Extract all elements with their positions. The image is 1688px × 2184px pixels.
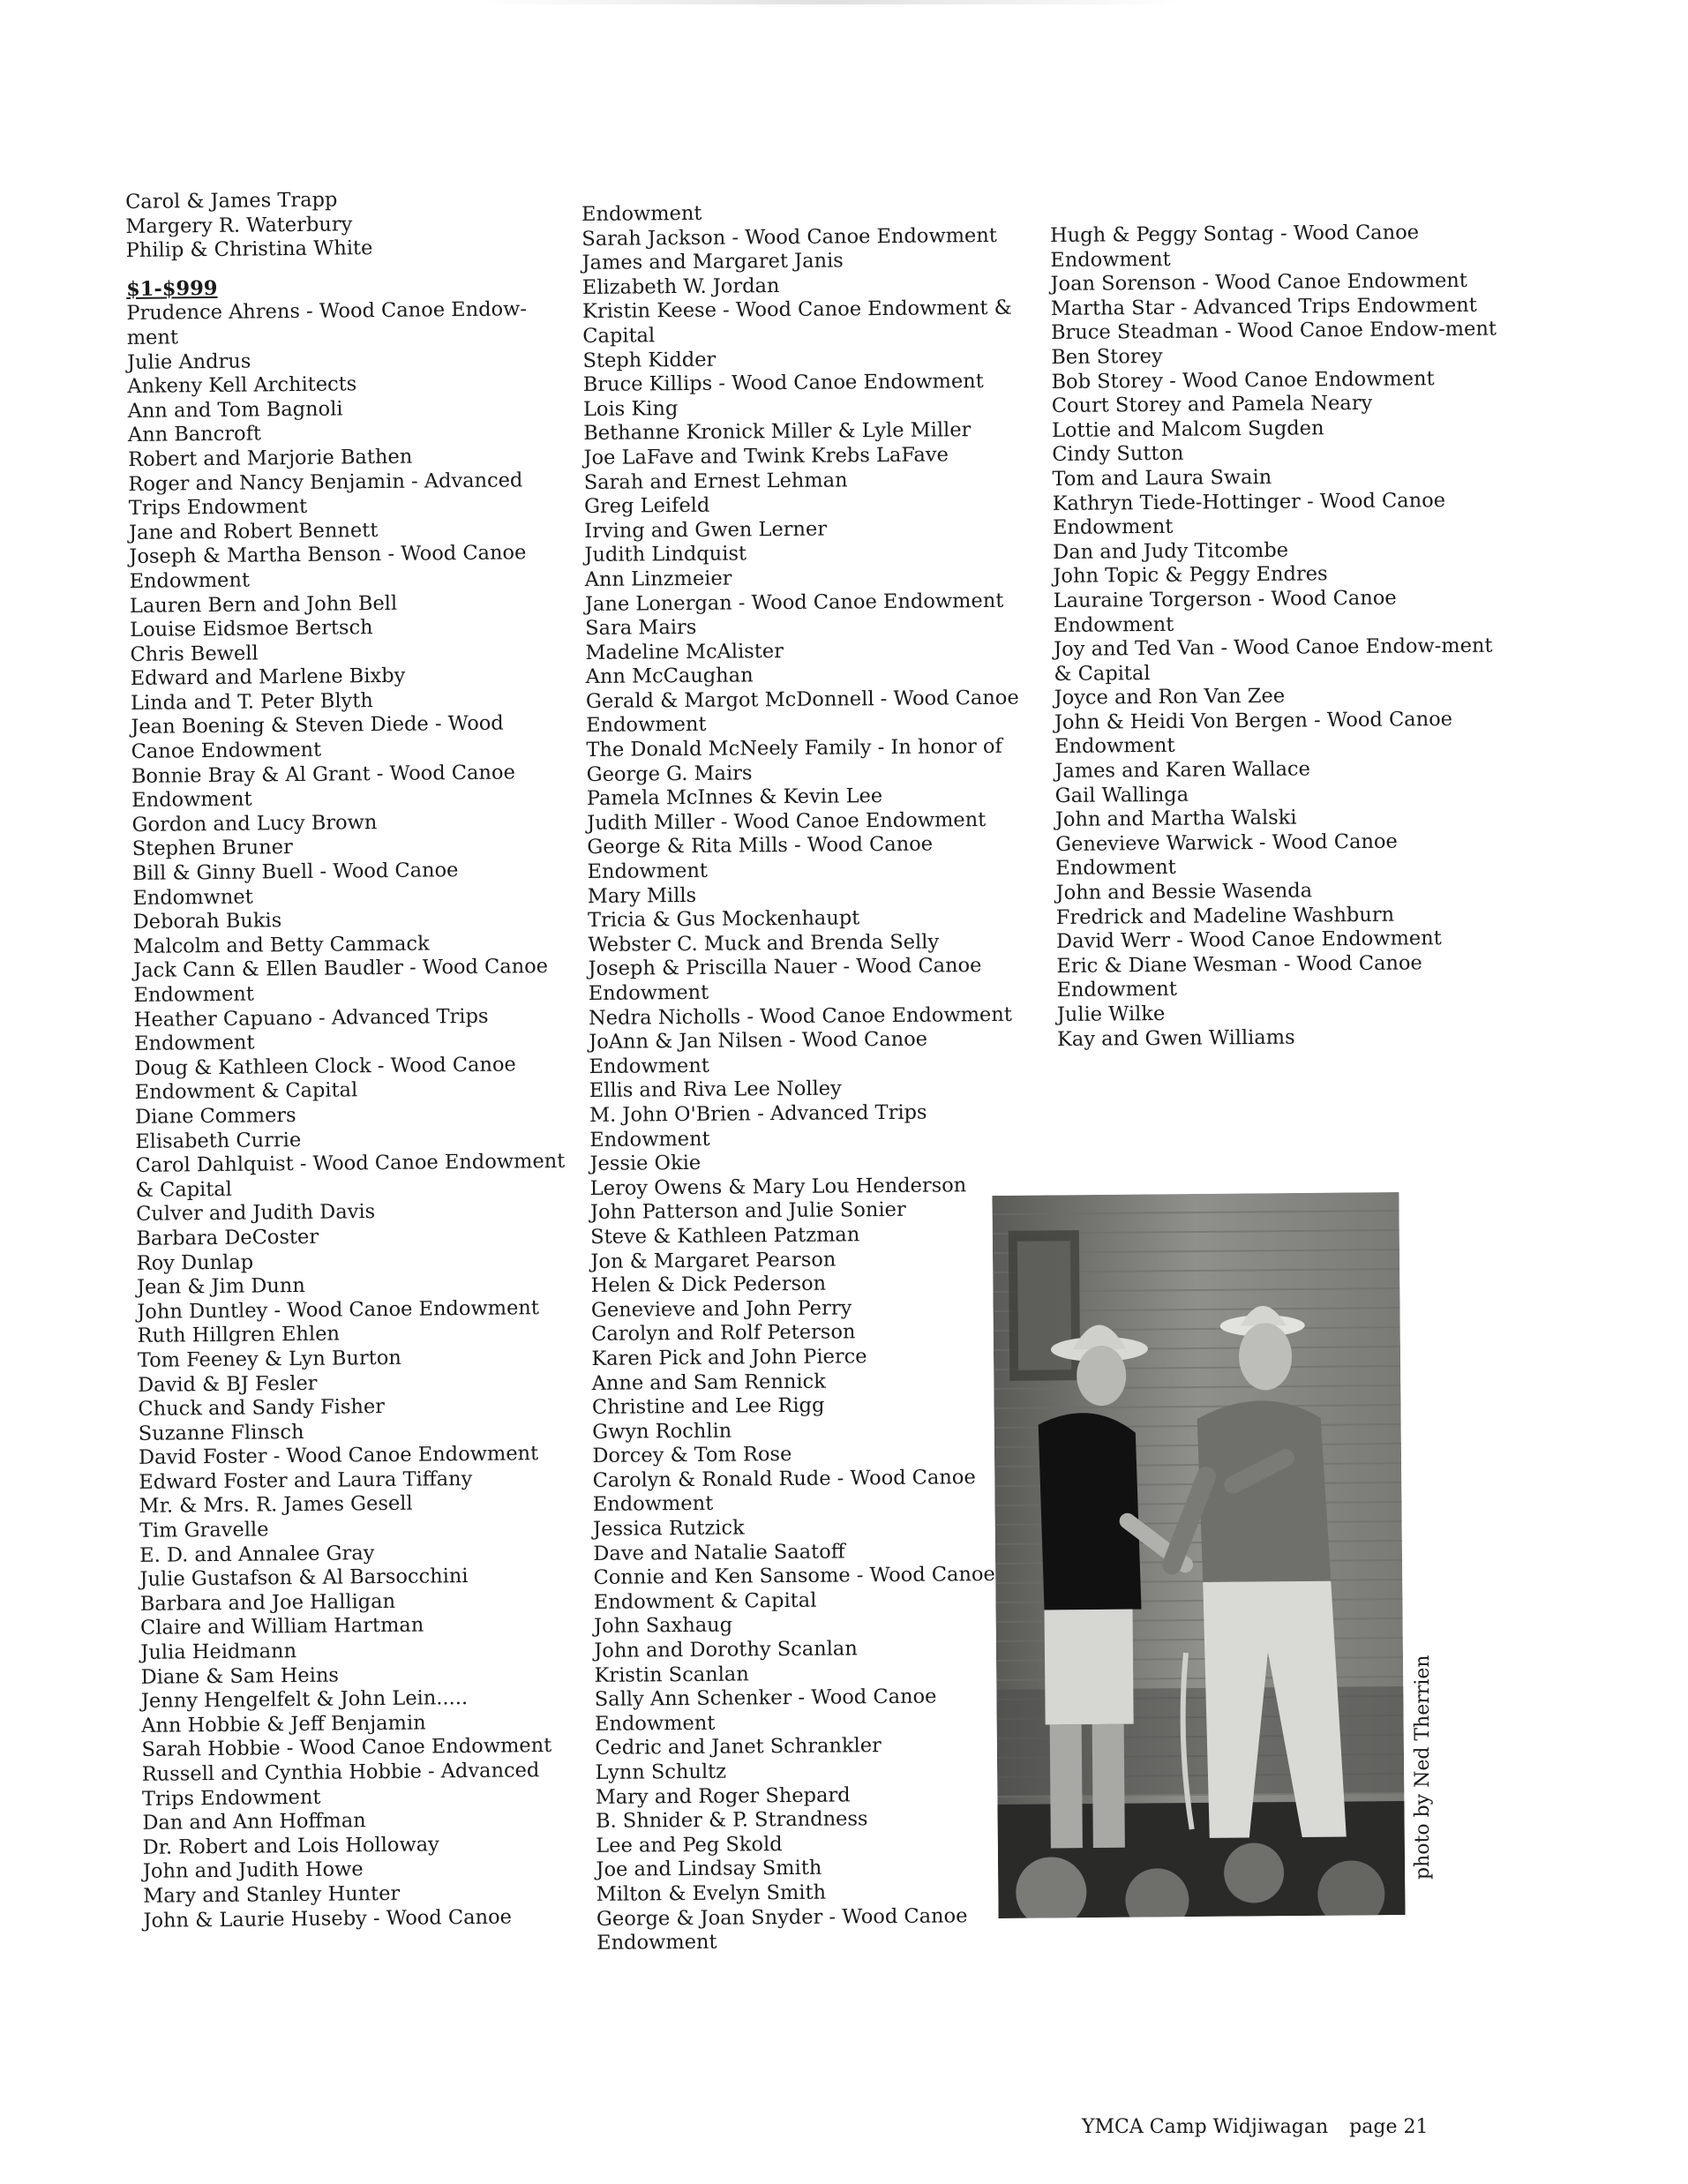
donor-entry: David Werr - Wood Canoe Endowment bbox=[1055, 927, 1442, 954]
donor-entry: Mary and Roger Shepard bbox=[595, 1783, 851, 1809]
donor-entry: Dan and Ann Hoffman bbox=[142, 1809, 366, 1835]
donor-entry: John and Dorothy Scanlan bbox=[594, 1637, 858, 1662]
donor-entry: Roger and Nancy Benjamin - Advanced Trips Endowment bbox=[128, 468, 523, 521]
donor-entry: Ruth Hillgren Ehlen bbox=[137, 1322, 341, 1348]
donor-entry: John and Bessie Wasenda bbox=[1055, 879, 1313, 905]
donor-entry: Stephen Bruner bbox=[131, 836, 293, 861]
donor-entry: Lee and Peg Skold bbox=[596, 1832, 783, 1858]
donor-entry: Judith Lindquist bbox=[584, 542, 747, 567]
donor-entry: Edward and Marlene Bixby bbox=[130, 664, 406, 691]
donor-entry: Ankeny Kell Architects bbox=[127, 372, 357, 399]
donor-entry: Cedric and Janet Schrankler bbox=[595, 1734, 882, 1760]
donor-entry: Bruce Killips - Wood Canoe Endowment bbox=[582, 370, 984, 397]
donor-entry: Lauren Bern and John Bell bbox=[129, 591, 398, 618]
donor-entry: Elisabeth Currie bbox=[135, 1128, 302, 1153]
donor-entry: Leroy Owens & Mary Lou Henderson bbox=[589, 1173, 967, 1200]
donor-entry: Mary and Stanley Hunter bbox=[143, 1881, 401, 1908]
donor-entry: Helen & Dick Pederson bbox=[590, 1272, 827, 1298]
donor-entry: Dave and Natalie Saatoff bbox=[593, 1540, 845, 1565]
donor-entry: Sarah and Ernest Lehman bbox=[583, 468, 848, 494]
donor-entry: Linda and T. Peter Blyth bbox=[130, 688, 373, 715]
donor-entry: Bruce Steadman - Wood Canoe Endow-ment bbox=[1050, 317, 1497, 345]
camp-skit-photo bbox=[992, 1192, 1405, 1918]
donor-entry: Sara Mairs bbox=[585, 615, 697, 641]
donor-entry: Chuck and Sandy Fisher bbox=[138, 1395, 386, 1422]
donor-entry: Jean Boening & Steven Diede - Wood Canoe Endowment bbox=[131, 712, 504, 764]
donor-entry: Gail Wallinga bbox=[1054, 783, 1189, 807]
donor-entry: B. Shnider & P. Strandness bbox=[595, 1807, 868, 1834]
page-number: page 21 bbox=[1349, 2116, 1429, 2138]
donor-entry: George & Rita Mills - Wood Canoe Endowment bbox=[587, 832, 934, 884]
donor-entry: James and Karen Wallace bbox=[1054, 757, 1311, 784]
donor-entry: Tricia & Gus Mockenhaupt bbox=[587, 906, 860, 933]
donor-entry: Jenny Hengelfelt & John Lein..... bbox=[140, 1686, 469, 1714]
donor-entry: Greg Leifeld bbox=[583, 493, 710, 519]
donor-entry: Russell and Cynthia Hobbie - Advanced Trips Endowment bbox=[141, 1759, 540, 1811]
donor-entry: Connie and Ken Sansome - Wood Canoe Endowment & Capital bbox=[593, 1563, 995, 1614]
donor-entry: Culver and Judith Davis bbox=[136, 1200, 376, 1227]
gift-level-label: $1-$999 bbox=[126, 276, 218, 301]
donor-entry: Jean & Jim Dunn bbox=[136, 1274, 305, 1300]
donor-entry: Kathryn Tiede-Hottinger - Wood Canoe Endowment bbox=[1052, 488, 1446, 540]
donor-entry: Joan Sorenson - Wood Canoe Endowment bbox=[1050, 269, 1468, 296]
donor-entry: Irving and Gwen Lerner bbox=[584, 517, 828, 543]
donor-entry: Ben Storey bbox=[1051, 344, 1163, 369]
donor-entry: Ellis and Riva Lee Nolley bbox=[589, 1077, 842, 1103]
donor-entry: Doug & Kathleen Clock - Wood Canoe Endowment & Capital bbox=[134, 1053, 516, 1105]
donor-entry: Anne and Sam Rennick bbox=[591, 1370, 826, 1395]
donor-entry: Carolyn and Rolf Peterson bbox=[591, 1320, 856, 1347]
donor-entry: Diane & Sam Heins bbox=[140, 1663, 340, 1689]
donor-entry: Karen Pick and John Pierce bbox=[591, 1345, 867, 1370]
donor-entry: Louise Eidsmoe Bertsch bbox=[130, 616, 373, 642]
donor-entry: Barbara and Joe Halligan bbox=[139, 1589, 396, 1616]
donor-entry: Carol & James Trapp bbox=[125, 188, 338, 214]
donor-entry: Ann Hobbie & Jeff Benjamin bbox=[141, 1711, 426, 1737]
donor-entry: Steph Kidder bbox=[582, 348, 716, 372]
donor-column-1 bbox=[125, 186, 576, 1933]
donor-entry: Joyce and Ron Van Zee bbox=[1054, 684, 1286, 710]
donor-entry: Gwyn Rochlin bbox=[592, 1419, 732, 1444]
donor-entry: Carolyn & Ronald Rude - Wood Canoe Endowment bbox=[592, 1466, 976, 1517]
donor-entry: Mr. & Mrs. R. James Gesell bbox=[139, 1492, 413, 1519]
donor-entry: Joe LaFave and Twink Krebs LaFave bbox=[583, 443, 949, 469]
donor-entry: Milton & Evelyn Smith bbox=[596, 1880, 827, 1906]
donor-entry: Bonnie Bray & Al Grant - Wood Canoe Endowment bbox=[131, 761, 515, 813]
page-footer bbox=[1082, 2116, 1428, 2138]
donor-entry: James and Margaret Janis bbox=[581, 249, 844, 275]
donor-entry: Eric & Diane Wesman - Wood Canoe Endowment bbox=[1056, 951, 1422, 1002]
donor-entry: Ann Bancroft bbox=[127, 422, 262, 447]
donor-entry: Sally Ann Schenker - Wood Canoe Endowment bbox=[594, 1685, 937, 1736]
donor-entry: Tim Gravelle bbox=[139, 1518, 269, 1542]
donor-entry: John Duntley - Wood Canoe Endowment bbox=[137, 1295, 540, 1324]
donor-entry: Malcolm and Betty Cammack bbox=[132, 932, 430, 958]
donor-entry: Elizabeth W. Jordan bbox=[581, 274, 780, 299]
donor-entry: Ann McCaughan bbox=[585, 664, 754, 689]
donor-entry: Gordon and Lucy Brown bbox=[131, 810, 378, 837]
donor-entry: Gerald & Margot McDonnell - Wood Canoe Endowment bbox=[585, 686, 1019, 738]
donor-entry: E. D. and Annalee Gray bbox=[139, 1541, 375, 1567]
donor-entry: The Donald McNeely Family - In honor of George G. Mairs bbox=[586, 734, 1002, 786]
donor-entry: Jessie Okie bbox=[589, 1152, 701, 1176]
donor-entry: Jon & Margaret Pearson bbox=[590, 1248, 836, 1273]
donor-entry: John Saxhaug bbox=[593, 1614, 733, 1639]
donor-entry: Pamela McInnes & Kevin Lee bbox=[586, 784, 883, 811]
donor-entry: Fredrick and Madeline Washburn bbox=[1055, 903, 1395, 929]
donor-entry: Julie Andrus bbox=[126, 349, 251, 374]
donor-entry: David & BJ Fesler bbox=[138, 1371, 318, 1397]
donor-entry: Julia Heidmann bbox=[140, 1640, 297, 1664]
donor-entry: Julie Gustafson & Al Barsocchini bbox=[139, 1565, 469, 1592]
donor-entry: Bethanne Kronick Miller & Lyle Miller bbox=[583, 418, 972, 446]
donor-entry: Christine and Lee Rigg bbox=[591, 1393, 825, 1420]
donor-entry: Ann Linzmeier bbox=[584, 567, 732, 591]
donor-entry: Suzanne Flinsch bbox=[138, 1420, 304, 1445]
donor-entry: Claire and William Hartman bbox=[139, 1613, 424, 1640]
donor-entry: Tom and Laura Swain bbox=[1052, 465, 1272, 491]
donor-entry: Joy and Ted Van - Wood Canoe Endow-ment & Capital bbox=[1054, 634, 1493, 686]
donor-entry: George & Joan Snyder - Wood Canoe Endowment bbox=[596, 1903, 968, 1955]
donor-entry: Joseph & Martha Benson - Wood Canoe Endowment bbox=[129, 541, 527, 593]
donor-entry: Lynn Schultz bbox=[595, 1760, 727, 1784]
donor-entry: Dorcey & Tom Rose bbox=[592, 1443, 792, 1468]
donor-entry: John Topic & Peggy Endres bbox=[1053, 562, 1328, 589]
donor-entry: Hugh & Peggy Sontag - Wood Canoe Endowment bbox=[1050, 221, 1420, 272]
donor-entry: Robert and Marjorie Bathen bbox=[128, 445, 413, 471]
donor-entry: Sarah Hobbie - Wood Canoe Endowment bbox=[141, 1734, 552, 1762]
donor-entry: Roy Dunlap bbox=[136, 1250, 254, 1275]
donor-entry: Philip & Christina White bbox=[125, 236, 373, 263]
publication-name: YMCA Camp Widjiwagan bbox=[1082, 2116, 1329, 2138]
donor-entry: Carol Dahlquist - Wood Canoe Endowment & Capital bbox=[135, 1149, 566, 1202]
donor-entry: Mary Mills bbox=[587, 883, 697, 908]
donor-entry: Diane Commers bbox=[134, 1103, 296, 1129]
donor-entry: Prudence Ahrens - Wood Canoe Endow-ment bbox=[126, 297, 528, 349]
scan-edge-mark bbox=[476, 0, 1182, 4]
donor-entry: John Patterson and Julie Sonier bbox=[589, 1198, 906, 1225]
photo-illustration bbox=[992, 1192, 1405, 1918]
donor-entry: Bob Storey - Wood Canoe Endowment bbox=[1051, 366, 1435, 394]
donor-entry: Deborah Bukis bbox=[132, 909, 282, 934]
donor-entry: Kay and Gwen Williams bbox=[1056, 1025, 1295, 1051]
donor-entry: Heather Capuano - Advanced Trips Endowment bbox=[133, 1004, 489, 1056]
donor-entry: Madeline McAlister bbox=[585, 639, 784, 664]
donor-entry: John and Martha Walski bbox=[1054, 806, 1297, 832]
donor-entry: Lois King bbox=[582, 396, 679, 421]
donor-entry: Endowment bbox=[581, 201, 702, 226]
donor-entry: David Foster - Wood Canoe Endowment bbox=[138, 1442, 539, 1470]
donor-entry: Martha Star - Advanced Trips Endowment bbox=[1050, 293, 1477, 320]
photo-credit: photo by Ned Therrien bbox=[1412, 1655, 1434, 1880]
donor-entry: Julie Wilke bbox=[1056, 1002, 1166, 1026]
donor-entry: Joseph & Priscilla Nauer - Wood Canoe Endowment bbox=[588, 954, 982, 1005]
donor-entry: M. John O'Brien - Advanced Trips Endowment bbox=[589, 1100, 927, 1152]
donor-entry: John & Heidi Von Bergen - Wood Canoe Endowment bbox=[1054, 707, 1453, 759]
donor-entry: Kristin Keese - Wood Canoe Endowment & Capital bbox=[581, 296, 1012, 348]
donor-entry: Judith Miller - Wood Canoe Endowment bbox=[587, 807, 987, 835]
donor-entry: Lottie and Malcom Sugden bbox=[1051, 417, 1324, 442]
donor-entry: Dr. Robert and Lois Holloway bbox=[142, 1833, 439, 1859]
donor-entry: Jane and Robert Bennett bbox=[128, 518, 379, 544]
donor-entry: Bill & Ginny Buell - Wood Canoe Endomwnet bbox=[131, 859, 459, 910]
donor-entry: Jessica Rutzick bbox=[593, 1516, 745, 1542]
donor-entry: Steve & Kathleen Patzman bbox=[590, 1223, 860, 1249]
donor-entry: Cindy Sutton bbox=[1052, 442, 1184, 467]
donor-entry: Ann and Tom Bagnoli bbox=[127, 397, 343, 423]
donor-entry: John & Laurie Huseby - Wood Canoe bbox=[143, 1905, 513, 1933]
donor-column-3 bbox=[1050, 220, 1519, 1052]
donor-entry: Jack Cann & Ellen Baudler - Wood Canoe Endowment bbox=[133, 955, 549, 1007]
donor-entry: Genevieve and John Perry bbox=[590, 1296, 852, 1322]
donor-entry: Webster C. Muck and Brenda Selly bbox=[588, 930, 940, 957]
donor-entry: Court Storey and Pamela Neary bbox=[1051, 391, 1373, 418]
donor-entry: Dan and Judy Titcombe bbox=[1053, 538, 1289, 564]
donor-entry: Joe and Lindsay Smith bbox=[596, 1857, 822, 1882]
donor-column-2 bbox=[581, 199, 1043, 1956]
donor-entry: Jane Lonergan - Wood Canoe Endowment bbox=[584, 589, 1004, 616]
donor-entry: Kristin Scanlan bbox=[594, 1662, 749, 1687]
donor-entry: John and Judith Howe bbox=[142, 1858, 364, 1884]
donor-entry: Sarah Jackson - Wood Canoe Endowment bbox=[581, 223, 997, 251]
donor-entry: Nedra Nicholls - Wood Canoe Endowment bbox=[588, 1002, 1012, 1030]
donor-entry: Tom Feeney & Lyn Burton bbox=[137, 1346, 401, 1372]
donor-entry: JoAnn & Jan Nilsen - Wood Canoe Endowment bbox=[589, 1027, 928, 1078]
donor-entry: Margery R. Waterbury bbox=[125, 212, 353, 238]
donor-entry: Edward Foster and Laura Tiffany bbox=[139, 1467, 473, 1494]
donor-entry: Barbara DeCoster bbox=[136, 1225, 319, 1250]
donor-entry: Genevieve Warwick - Wood Canoe Endowment bbox=[1055, 829, 1398, 881]
donor-entry: Lauraine Torgerson - Wood Canoe Endowment bbox=[1053, 586, 1397, 637]
donor-entry: Chris Bewell bbox=[130, 642, 259, 666]
